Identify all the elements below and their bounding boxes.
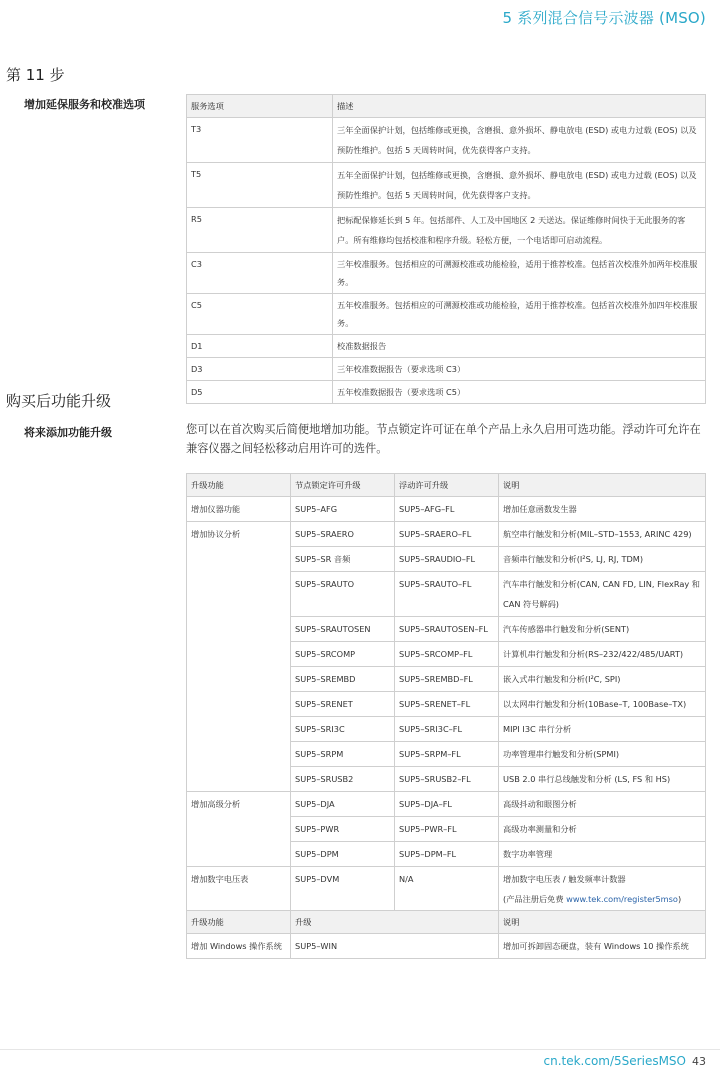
section-title-upgrades: 购买后功能升级 (6, 392, 112, 410)
dvm-description: 增加数字电压表 / 触发频率计数器 (503, 874, 626, 884)
table-cell: C3 (187, 253, 333, 294)
table-cell (187, 842, 291, 867)
column-header: 说明 (499, 911, 706, 934)
footer-divider (0, 1049, 720, 1050)
table-cell: 三年校准数据报告（要求选项 C3） (333, 358, 706, 381)
table-cell: SUP5–SRCOMP (291, 642, 395, 667)
table-cell: 以太网串行触发和分析(10Base–T, 100Base–TX) (499, 692, 706, 717)
table-row (187, 767, 706, 792)
table-row (187, 358, 706, 381)
column-header: 浮动许可升级 (395, 474, 499, 497)
windows-upgrade-table (186, 910, 706, 959)
table-cell: 增加 Windows 操作系统 (187, 934, 291, 959)
table-cell: SUP5–SREMBD (291, 667, 395, 692)
dvm-note-suffix: ) (677, 894, 682, 904)
table-cell: 五年校准服务。包括相应的可溯源校准或功能检验，适用于推荐校准。包括首次校准外加四年校准服务。 (333, 294, 706, 335)
table-cell: 航空串行触发和分析(MIL–STD–1553, ARINC 429) (499, 522, 706, 547)
table-row (187, 717, 706, 742)
column-header: 升级功能 (187, 911, 291, 934)
table-cell: 音频串行触发和分析(I²S, LJ, RJ, TDM) (499, 547, 706, 572)
table-cell: SUP5–SRCOMP–FL (395, 642, 499, 667)
table-cell: SUP5–SRUSB2–FL (395, 767, 499, 792)
page-footer (544, 1054, 707, 1068)
table-cell (187, 667, 291, 692)
table-row (187, 335, 706, 358)
table-row (187, 572, 706, 617)
table-cell: 增加可拆卸固态硬盘，装有 Windows 10 操作系统 (499, 934, 706, 959)
table-row (187, 163, 706, 208)
table-cell (187, 742, 291, 767)
table-cell: SUP5–SRAUTOSEN (291, 617, 395, 642)
table-row (187, 547, 706, 572)
table-row (187, 294, 706, 335)
column-header: 服务选项 (187, 95, 333, 118)
table-cell: SUP5–SRPM–FL (395, 742, 499, 767)
table-cell: T3 (187, 118, 333, 163)
table-cell: SUP5–DPM–FL (395, 842, 499, 867)
table-cell: 校准数据报告 (333, 335, 706, 358)
column-header: 升级功能 (187, 474, 291, 497)
dvm-note-prefix: (产品注册后免费 (503, 894, 567, 904)
table-cell: 增加仪器功能 (187, 497, 291, 522)
table-cell: SUP5–SR 音频 (291, 547, 395, 572)
table-cell: SUP5–SRAERO (291, 522, 395, 547)
table-cell: SUP5–SRUSB2 (291, 767, 395, 792)
table-cell: D1 (187, 335, 333, 358)
table-cell: D5 (187, 381, 333, 404)
table-cell (187, 767, 291, 792)
table-cell: 把标配保修延长到 5 年。包括部件、人工及中国地区 2 天送达。保证维修时间快于无此服务的客户。所有维修均包括校准和程序升级。轻松方便，一个电话即可启动流程。 (333, 208, 706, 253)
table-cell: 三年校准服务。包括相应的可溯源校准或功能检验，适用于推荐校准。包括首次校准外加两年校准服务。 (333, 253, 706, 294)
table-row (187, 692, 706, 717)
table-cell: R5 (187, 208, 333, 253)
table-cell: 计算机串行触发和分析(RS–232/422/485/UART) (499, 642, 706, 667)
table-cell: 功率管理串行触发和分析(SPMI) (499, 742, 706, 767)
table-cell: 高级抖动和眼图分析 (499, 792, 706, 817)
service-options-table (186, 94, 706, 404)
table-cell: 高级功率测量和分析 (499, 817, 706, 842)
table-cell: SUP5–SRI3C–FL (395, 717, 499, 742)
table-row (187, 642, 706, 667)
table-cell: SUP5–WIN (291, 934, 499, 959)
upgrade-intro-text: 您可以在首次购买后简便地增加功能。节点锁定许可证在单个产品上永久启用可选功能。浮动许可允许在兼容仪器之间轻松移动启用许可的选件。 (186, 423, 701, 455)
table-header-row (187, 911, 706, 934)
table-cell: SUP5–SRPM (291, 742, 395, 767)
table-row (187, 792, 706, 817)
table-cell: 三年全面保护计划，包括维修或更换，含磨损、意外损坏、静电放电 (ESD) 或电力过载 (EOS) 以及预防性维护。包括 5 天周转时间，优先获得客户支持。 (333, 118, 706, 163)
table-cell: SUP5–SRENET–FL (395, 692, 499, 717)
table-cell: N/A (395, 867, 499, 912)
table-cell (187, 572, 291, 617)
table-cell: SUP5–PWR (291, 817, 395, 842)
register-link[interactable]: www.tek.com/register5mso (566, 894, 678, 904)
table-row (187, 497, 706, 522)
table-cell: 五年全面保护计划，包括维修或更换，含磨损、意外损坏、静电放电 (ESD) 或电力过载 (EOS) 以及预防性维护。包括 5 天周转时间，优先获得客户支持。 (333, 163, 706, 208)
table-cell: 五年校准数据报告（要求选项 C5） (333, 381, 706, 404)
table-cell: 增加高级分析 (187, 792, 291, 817)
table-cell: SUP5–DJA–FL (395, 792, 499, 817)
table-cell: MIPI I3C 串行分析 (499, 717, 706, 742)
table-cell: SUP5–SRAUTO–FL (395, 572, 499, 617)
page-number: 43 (692, 1055, 706, 1068)
table-cell: SUP5–AFG–FL (395, 497, 499, 522)
table-cell (187, 617, 291, 642)
column-header: 升级 (291, 911, 499, 934)
section-subtitle-service: 增加延保服务和校准选项 (24, 98, 145, 111)
column-header: 描述 (333, 95, 706, 118)
table-row (187, 522, 706, 547)
table-cell: SUP5–SRAUTOSEN–FL (395, 617, 499, 642)
table-row (187, 208, 706, 253)
column-header: 节点锁定许可升级 (291, 474, 395, 497)
table-cell: SUP5–SRAUDIO–FL (395, 547, 499, 572)
table-header-row (187, 95, 706, 118)
table-row (187, 381, 706, 404)
table-cell: SUP5–AFG (291, 497, 395, 522)
table-cell: SUP5–SRAUTO (291, 572, 395, 617)
table-cell: T5 (187, 163, 333, 208)
dvm-note (503, 889, 701, 909)
table-cell (187, 817, 291, 842)
table-cell: SUP5–PWR–FL (395, 817, 499, 842)
table-cell: C5 (187, 294, 333, 335)
page-header-title: 5 系列混合信号示波器 (MSO) (502, 9, 706, 27)
table-cell: 增加任意函数发生器 (499, 497, 706, 522)
table-row (187, 253, 706, 294)
table-cell: SUP5–SRI3C (291, 717, 395, 742)
table-cell: 嵌入式串行触发和分析(I²C, SPI) (499, 667, 706, 692)
footer-url[interactable]: cn.tek.com/5SeriesMSO (543, 1054, 686, 1068)
table-row (187, 667, 706, 692)
table-cell: D3 (187, 358, 333, 381)
table-cell: USB 2.0 串行总线触发和分析 (LS, FS 和 HS) (499, 767, 706, 792)
table-cell (187, 717, 291, 742)
table-cell: SUP5–DVM (291, 867, 395, 912)
table-cell (187, 547, 291, 572)
table-row (187, 934, 706, 959)
table-cell: SUP5–SRENET (291, 692, 395, 717)
table-cell (499, 867, 706, 912)
table-cell (187, 692, 291, 717)
table-cell: 汽车传感器串行触发和分析(SENT) (499, 617, 706, 642)
table-cell: 数字功率管理 (499, 842, 706, 867)
table-cell (187, 642, 291, 667)
table-row (187, 617, 706, 642)
table-cell: SUP5–SREMBD–FL (395, 667, 499, 692)
table-cell: SUP5–SRAERO–FL (395, 522, 499, 547)
table-cell: 增加协议分析 (187, 522, 291, 547)
upgrade-options-table (186, 473, 706, 912)
table-row (187, 118, 706, 163)
table-cell: 汽车串行触发和分析(CAN, CAN FD, LIN, FlexRay 和 CAN 符号解码) (499, 572, 706, 617)
table-header-row (187, 474, 706, 497)
table-cell: 增加数字电压表 (187, 867, 291, 912)
column-header: 说明 (499, 474, 706, 497)
table-row (187, 842, 706, 867)
table-row (187, 867, 706, 912)
section-subtitle-upgrades: 将来添加功能升级 (24, 426, 112, 439)
table-row (187, 742, 706, 767)
table-cell: SUP5–DJA (291, 792, 395, 817)
table-cell: SUP5–DPM (291, 842, 395, 867)
step-title: 第 11 步 (6, 66, 65, 84)
table-row (187, 817, 706, 842)
